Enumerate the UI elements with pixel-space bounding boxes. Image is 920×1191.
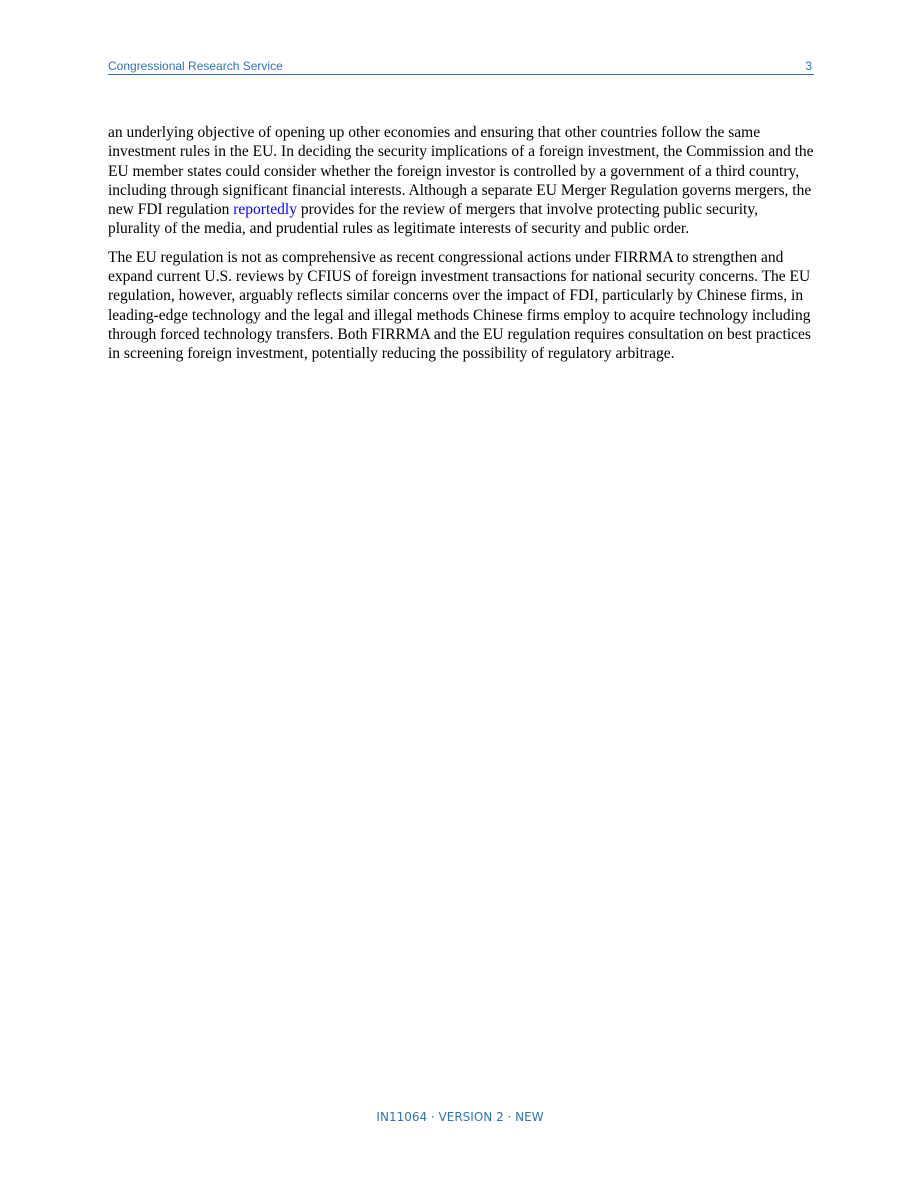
reportedly-link[interactable]: reportedly: [233, 201, 297, 219]
header-organization: Congressional Research Service: [108, 59, 283, 73]
page-header: [108, 58, 814, 75]
paragraph-1-text-start: an underlying objective of opening up other economies and ensuring that other countries follow the same investment rules in the EU. In deciding the security implications of a foreign investment, the Commission and the EU member states could consider whether the foreign investor is controlled by a government of a third country, including through significant financial interests. Although a separate EU Merger Regulation governs mergers, the new FDI regulation: [108, 124, 814, 219]
paragraph-1-text-end: provides for the review of mergers that involve protecting public security, plurality of the media, and prudential rules as legitimate interests of security and public order.: [108, 201, 758, 238]
paragraph-1: [108, 123, 814, 239]
document-footer: IN11064 · VERSION 2 · NEW: [376, 1110, 544, 1124]
page-number: 3: [805, 59, 812, 73]
document-body: [108, 123, 814, 373]
paragraph-2: The EU regulation is not as comprehensive as recent congressional actions under FIRRMA to strengthen and expand current U.S. reviews by CFIUS of foreign investment transactions for national security concerns. The EU regulation, however, arguably reflects similar concerns over the impact of FDI, particularly by Chinese firms, in leading-edge technology and the legal and illegal methods Chinese firms employ to acquire technology including through forced technology transfers. Both FIRRMA and the EU regulation requires consultation on best practices in screening foreign investment, potentially reducing the possibility of regulatory arbitrage.: [108, 248, 811, 363]
